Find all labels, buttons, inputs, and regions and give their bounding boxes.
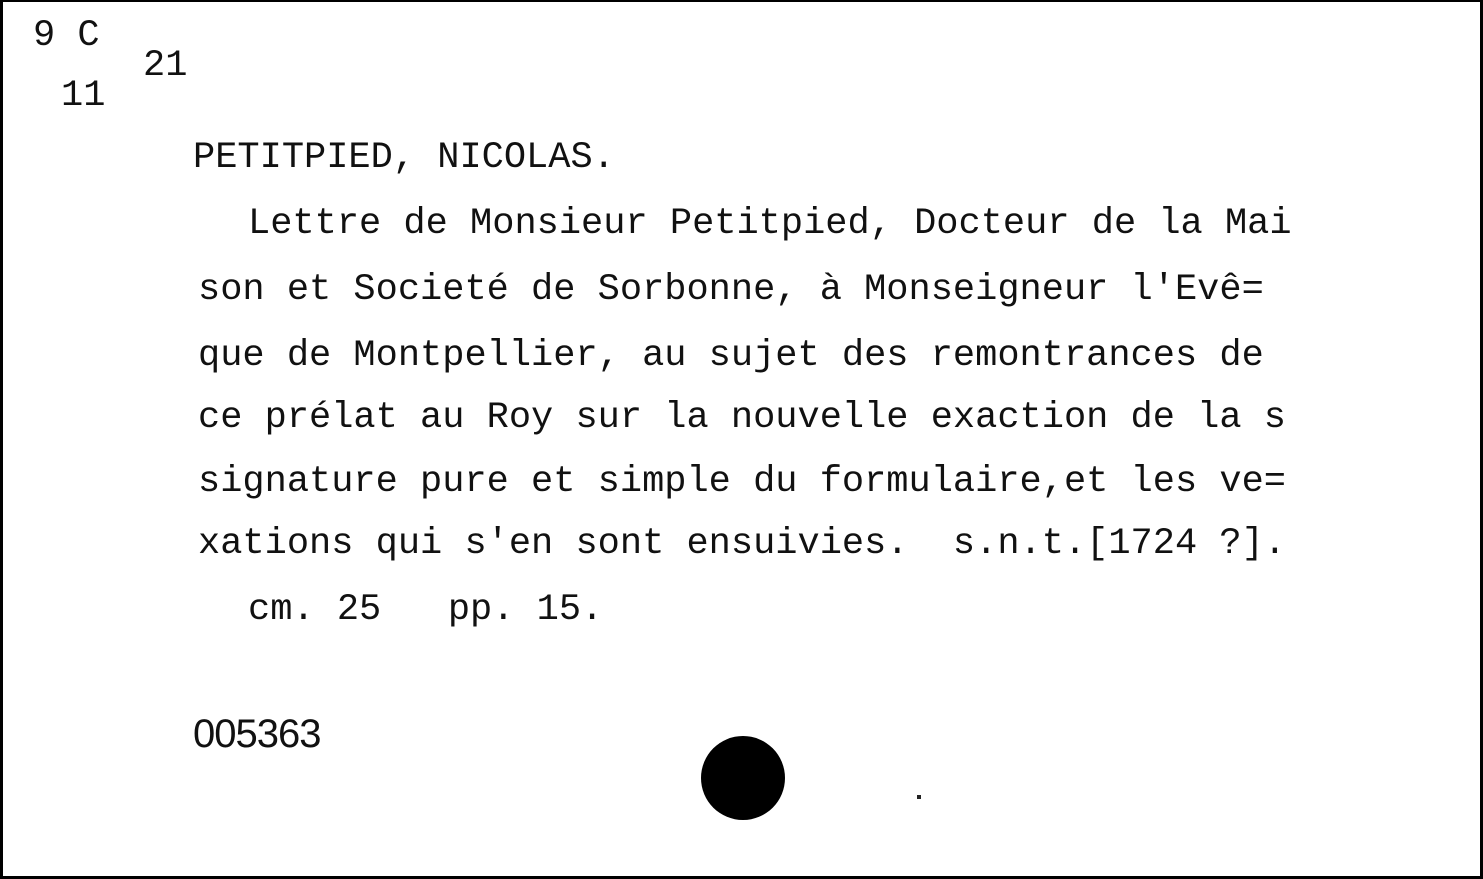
- collation-line: cm. 25 pp. 15.: [248, 589, 604, 631]
- shelfmark-line-2: 11: [61, 75, 106, 117]
- shelfmark-line-1: 9 C: [33, 15, 100, 57]
- author-heading: PETITPIED, NICOLAS.: [193, 137, 615, 179]
- body-line-1: Lettre de Monsieur Petitpied, Docteur de la Mai: [248, 203, 1292, 245]
- body-line-2: son et Societé de Sorbonne, à Monseigneur l'Evê=: [198, 269, 1264, 311]
- body-line-5: signature pure et simple du formulaire,et les ve=: [198, 461, 1286, 503]
- body-line-3: que de Montpellier, au sujet des remontrances de: [198, 335, 1264, 377]
- shelfmark-line-3: 21: [143, 45, 188, 87]
- paper-speck: [917, 795, 921, 799]
- accession-number: 005363: [193, 712, 321, 756]
- body-line-6: xations qui s'en sont ensuivies. s.n.t.[1724 ?].: [198, 523, 1286, 565]
- punch-hole: [701, 736, 785, 820]
- body-line-4: ce prélat au Roy sur la nouvelle exaction de la s: [198, 397, 1286, 439]
